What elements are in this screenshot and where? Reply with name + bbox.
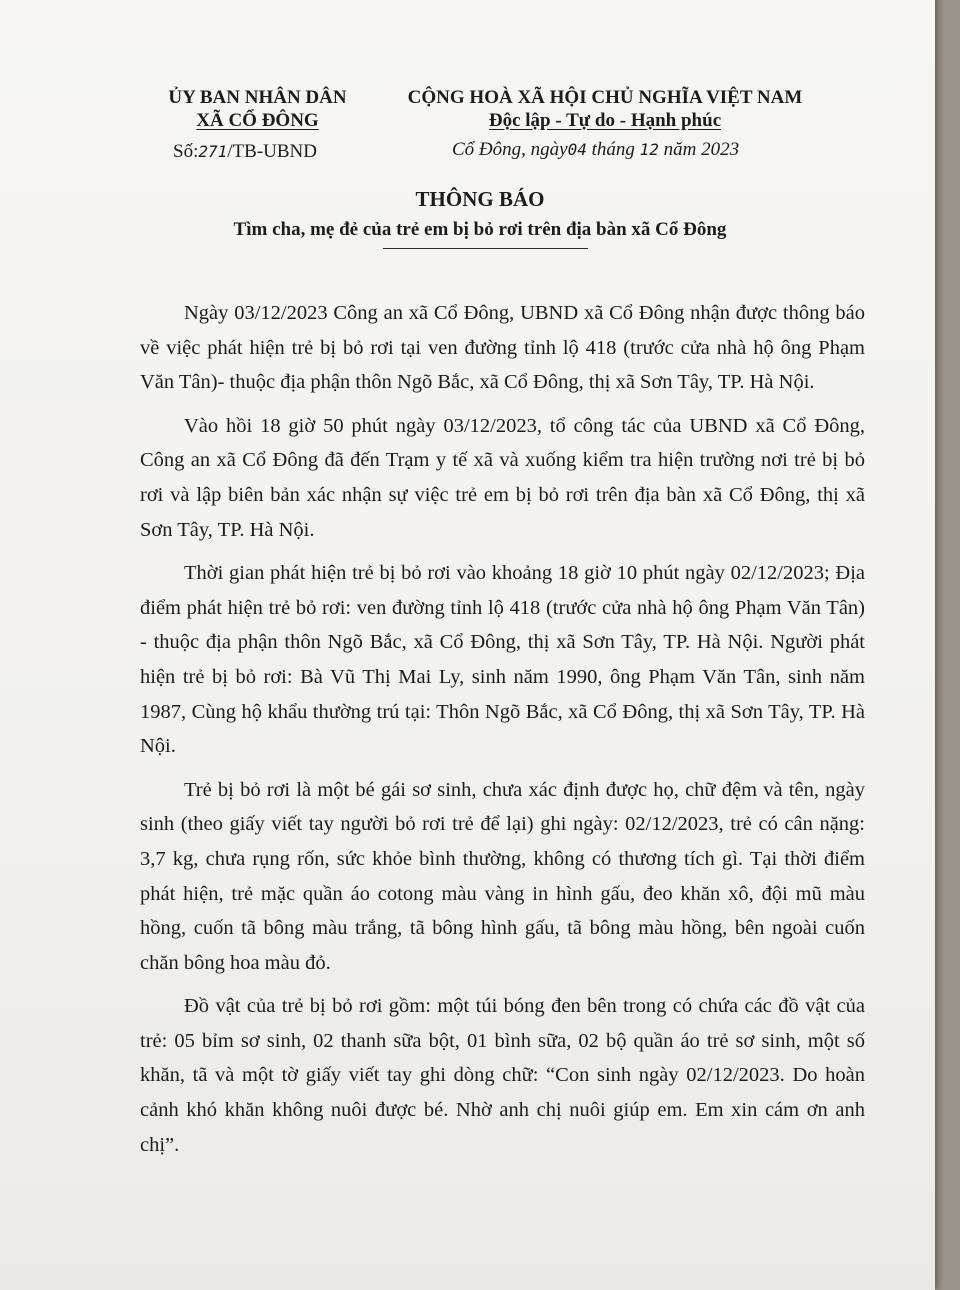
number-prefix: Số: — [173, 141, 199, 162]
date-year: năm 2023 — [663, 139, 740, 160]
paragraph-1: Ngày 03/12/2023 Công an xã Cổ Đông, UBND xã Cổ Đông nhận được thông báo về việc phát hiện trẻ bị bỏ rơi tại ven đường tỉnh lộ 418 (trước cửa nhà hộ ông Phạm Văn Tân)- thuộc địa phận thôn Ngõ Bắc, xã Cổ Đông, thị xã Sơn Tây, TP. Hà Nội. — [140, 302, 865, 394]
document-title: THÔNG BÁO — [415, 187, 545, 211]
document-number — [173, 141, 317, 163]
motto: Độc lập - Tự do - Hạnh phúc — [488, 110, 722, 131]
nation-name: CỘNG HOÀ XÃ HỘI CHỦ NGHĨA VIỆT NAM — [407, 87, 803, 108]
national-motto — [380, 86, 830, 132]
issuing-authority — [150, 86, 365, 132]
paragraph-2: Vào hồi 18 giờ 50 phút ngày 03/12/2023, tổ công tác của UBND xã Cổ Đông, Công an xã Cổ Đông đã đến Trạm y tế xã và xuống kiểm tra hiện trường nơi trẻ bị bỏ rơi và lập biên bản xác nhận sự việc trẻ em bị bỏ rơi trên địa bàn xã Cổ Đông, thị xã Sơn Tây, TP. Hà Nội. — [140, 414, 865, 541]
handwritten-day: 04 — [567, 140, 587, 159]
document-subtitle: Tìm cha, mẹ đẻ của trẻ em bị bỏ rơi trên địa bàn xã Cổ Đông — [233, 219, 727, 240]
issue-date — [452, 139, 739, 161]
document-body — [140, 296, 865, 1171]
paragraph-5: Đồ vật của trẻ bị bỏ rơi gồm: một túi bóng đen bên trong có chứa các đồ vật của trẻ: 05 bỉm sơ sinh, 02 thanh sữa bột, 01 bình sữa, 02 bộ quần áo trẻ sơ sinh, một số khăn, tã và một tờ giấy viết tay ghi dòng chữ: “Con sinh ngày 02/12/2023. Do hoàn cảnh khó khăn không nuôi được bé. Nhờ anh chị nuôi giúp em. Em xin cám ơn anh chị”. — [140, 995, 865, 1156]
number-suffix: /TB-UBND — [227, 141, 317, 162]
authority-line2: XÃ CỔ ĐÔNG — [196, 110, 319, 131]
title-underline — [383, 248, 588, 249]
paragraph-4: Trẻ bị bỏ rơi là một bé gái sơ sinh, chưa xác định được họ, chữ đệm và tên, ngày sinh (theo giấy viết tay người bỏ rơi trẻ để lại) ghi ngày: 02/12/2023, trẻ có cân nặng: 3,7 kg, chưa rụng rốn, sức khỏe bình thường, không có thương tích gì. Tại thời điểm phát hiện, trẻ mặc quần áo cotong màu vàng in hình gấu, đeo khăn xô, đội mũ màu hồng, cuốn tã bông màu trắng, tã bông hình gấu, tã bông màu hồng, bên ngoài cuốn chăn bông hoa màu đỏ. — [140, 778, 865, 974]
date-place: Cổ Đông, ngày — [452, 139, 568, 160]
paragraph-3: Thời gian phát hiện trẻ bị bỏ rơi vào khoảng 18 giờ 10 phút ngày 02/12/2023; Địa điểm phát hiện trẻ bỏ rơi: ven đường tỉnh lộ 418 (trước cửa nhà hộ ông Phạm Văn Tân) - thuộc địa phận thôn Ngõ Bắc, xã Cổ Đông, thị xã Sơn Tây, TP. Hà Nội. Người phát hiện trẻ bị bỏ rơi: Bà Vũ Thị Mai Ly, sinh năm 1990, ông Phạm Văn Tân, sinh năm 1987, Cùng hộ khẩu thường trú tại: Thôn Ngõ Bắc, xã Cổ Đông, thị xã Sơn Tây, TP. Hà Nội. — [140, 562, 865, 758]
authority-line1: ỦY BAN NHÂN DÂN — [168, 87, 347, 108]
handwritten-month: 12 — [639, 140, 659, 159]
handwritten-number: 271 — [198, 142, 228, 161]
date-month-label: tháng — [591, 139, 635, 160]
